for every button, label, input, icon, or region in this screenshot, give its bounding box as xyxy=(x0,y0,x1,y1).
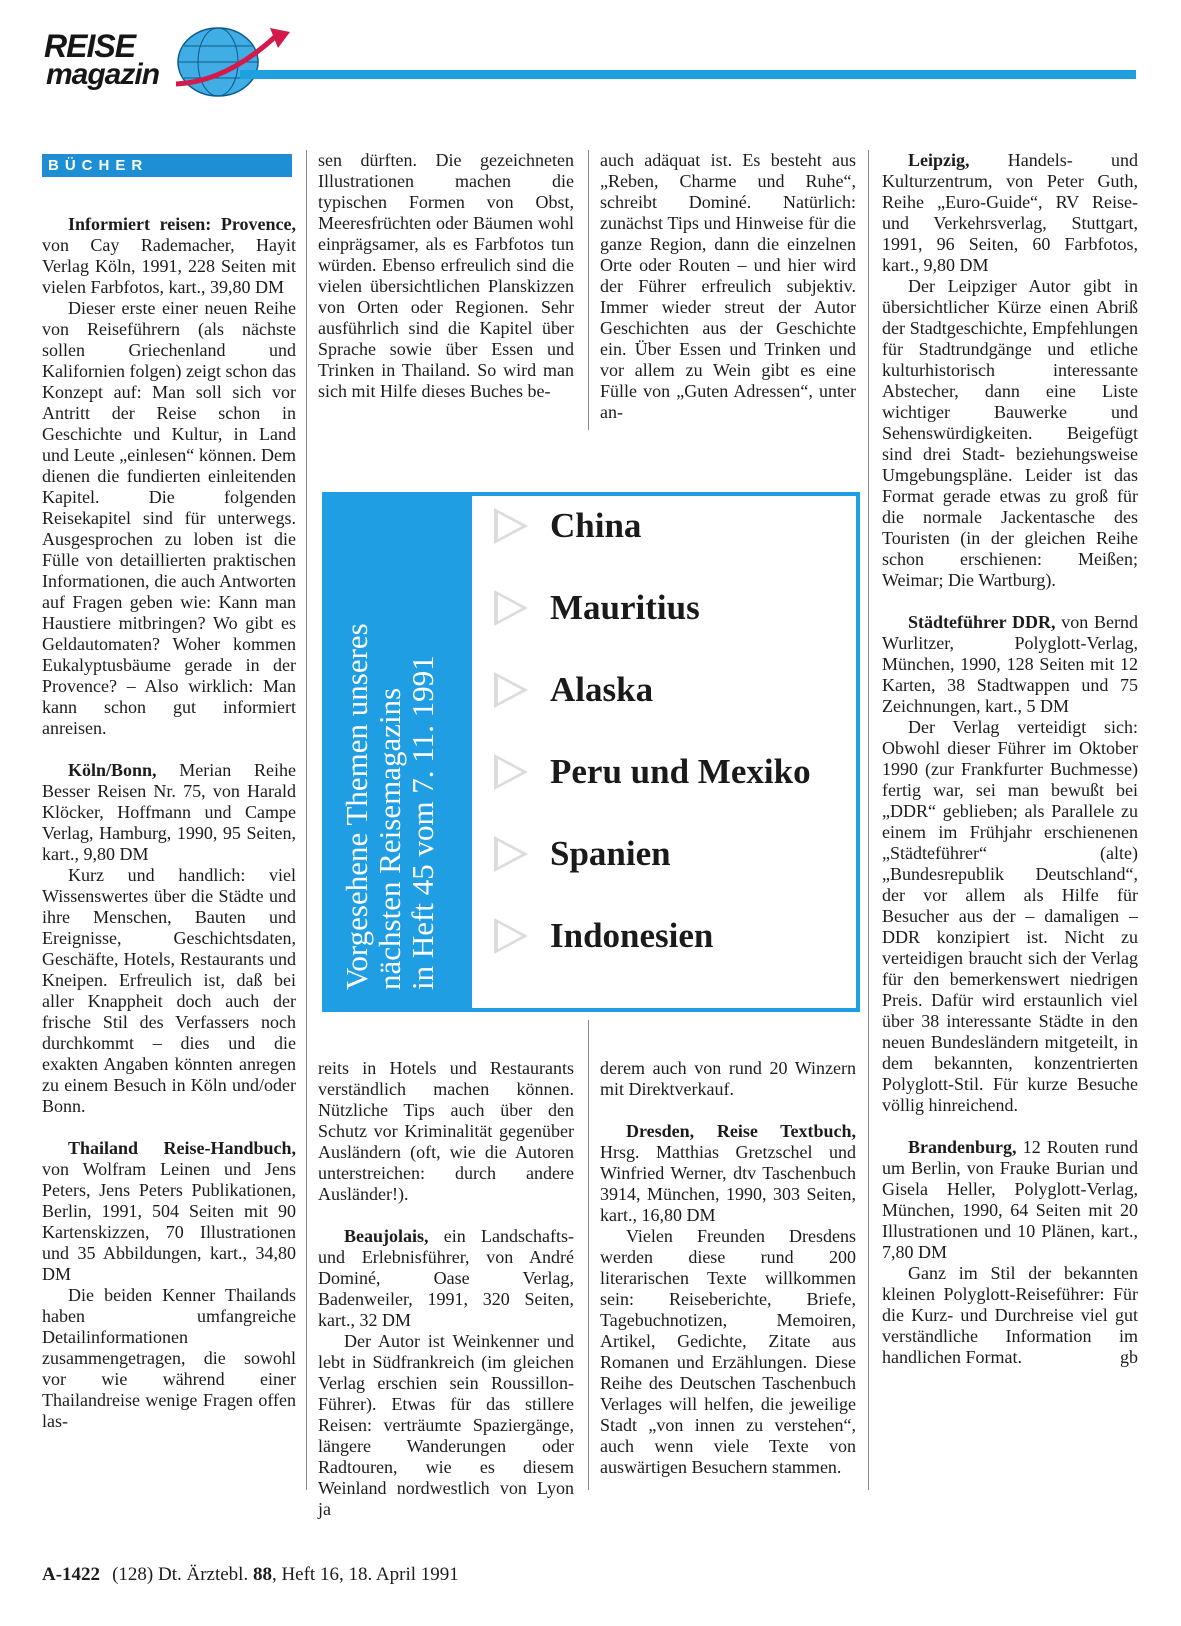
book-title: Thailand Reise-Handbuch, xyxy=(68,1138,296,1158)
book-title: Informiert reisen: Provence, xyxy=(68,214,296,234)
preview-heading-line: in Heft 45 vom 7. 11. 1991 xyxy=(405,655,440,990)
citation-prefix: (128) Dt. Ärztebl. xyxy=(112,1564,253,1585)
book-entry-staedtefuehrer-ddr xyxy=(882,612,1138,717)
book-review-continued: derem auch von rund 20 Winzern mit Direktverkauf. xyxy=(600,1058,856,1099)
section-tag: BÜCHER xyxy=(42,154,292,177)
topic-name: Spanien xyxy=(550,834,671,873)
book-entry-brandenburg xyxy=(882,1137,1138,1263)
volume-number: 88 xyxy=(252,1564,272,1585)
play-arrow-icon xyxy=(494,836,528,872)
book-title: Leipzig, xyxy=(908,150,970,170)
column-3-bottom xyxy=(600,1058,856,1478)
book-title: Dresden, Reise Textbuch, xyxy=(626,1121,856,1141)
book-meta: von Cay Rademacher, Hayit Verlag Köln, 1991, 228 Seiten mit vielen Farbfotos, kart., 39,80 DM xyxy=(42,235,296,297)
play-arrow-icon xyxy=(494,918,528,954)
book-meta: ein Landschafts- und Erlebnisführer, von André Dominé, Oase Verlag, Badenweiler, 1991, 320 Seiten, kart., 32 DM xyxy=(318,1226,574,1330)
globe-icon xyxy=(166,22,306,102)
topic-item xyxy=(494,824,671,884)
book-entry-beaujolais xyxy=(318,1226,574,1331)
column-divider xyxy=(588,150,589,430)
play-arrow-icon xyxy=(494,590,528,626)
topic-name: Mauritius xyxy=(550,588,700,627)
citation-suffix: , Heft 16, 18. April 1991 xyxy=(271,1564,459,1585)
book-review: Die beiden Kenner Thailands haben umfangreiche Detailinformationen zusammengetragen, die sowohl vor wie während einer Thailandreise wenige Fragen offen las- xyxy=(42,1285,296,1431)
column-2-bottom xyxy=(318,1058,574,1520)
topic-name: Indonesien xyxy=(550,916,714,955)
topic-item xyxy=(494,906,713,966)
column-2-top xyxy=(318,150,574,402)
preview-heading-text xyxy=(340,510,439,990)
book-review: Der Autor ist Weinkenner und lebt in Südfrankreich (im gleichen Verlag erschien sein Roussillon-Führer). Etwas für das stillere Reisen: verträumte Spaziergänge, längere Wanderungen oder Radtouren, wie es diesem Weinland nordwestlich von Lyon ja xyxy=(318,1331,574,1519)
book-review-continued: sen dürften. Die gezeichneten Illustrationen machen die typischen Formen von Obst, Meeresfrüchten oder Bäumen wohl einprägsamer, als es Farbfotos tun würden. Ebenso erfreulich sind die vielen übersichtlichen Planskizzen von Orten oder Regionen. Sehr ausführlich sind die Kapitel über Sprache sowie über Essen und Trinken in Thailand. So wird man sich mit Hilfe dieses Buches be- xyxy=(318,150,574,401)
book-review: Vielen Freunden Dresdens werden diese rund 200 literarischen Texte willkommen sein: Reiseberichte, Briefe, Tagebuchnotizen, Memoiren, Artikel, Gedichte, Zitate aus Romanen und Erzählungen. Diese Reihe des Deutschen Taschenbuch Verlages will helfen, die jeweilige Stadt „von innen zu verstehen“, auch wenn viele Texte von auswärtigen Besuchern stammen. xyxy=(600,1226,856,1477)
preview-heading-line: nächsten Reisemagazins xyxy=(372,687,407,990)
book-review-continued: reits in Hotels und Restaurants verständlich machen können. Nützliche Tips auch über den Schutz vor Kriminalität gegenüber Ausländern (oft, wie die Autoren unterstreichen: durch andere Ausländer!). xyxy=(318,1058,574,1204)
book-review-text: Ganz im Stil der bekannten kleinen Polyglott-Reiseführer: Für die Kurz- und Durchreise viel gut verständliche Information im handlichen Format. xyxy=(882,1263,1138,1367)
book-entry-dresden xyxy=(600,1121,856,1226)
book-title: Städteführer DDR, xyxy=(908,612,1056,632)
topic-item xyxy=(494,496,641,556)
preview-heading xyxy=(322,492,472,1012)
page-footer xyxy=(42,1564,459,1586)
topic-item xyxy=(494,660,653,720)
column-4 xyxy=(882,150,1138,1368)
play-arrow-icon xyxy=(494,754,528,790)
book-review-continued: auch adäquat ist. Es besteht aus „Reben, Charme und Ruhe“, schreibt Dominé. Natürlich: zunächst Tips und Hinweise für die ganze Region, dann die einzelnen Orte oder Routen – und hier wird der Führer erfreulich subjektiv. Immer wieder streut der Autor Geschichten aus der Geschichte ein. Über Essen und Trinken und vor allem zu Wein gibt es eine Fülle von „Guten Adressen“, unter an- xyxy=(600,150,856,422)
column-divider xyxy=(588,1020,589,1490)
author-signature: gb xyxy=(1120,1347,1138,1367)
book-title: Brandenburg, xyxy=(908,1137,1017,1157)
logo-magazin-text: magazin xyxy=(46,58,160,91)
book-meta: von Bernd Wurlitzer, Polyglott-Verlag, München, 1990, 128 Seiten mit 12 Karten, 38 Stadtwappen und 75 Zeichnungen, kart., 5 DM xyxy=(882,612,1138,716)
preview-topic-list xyxy=(472,496,856,1008)
book-meta: Merian Reihe Besser Reisen Nr. 75, von Harald Klöcker, Hoffmann und Campe Verlag, Hamburg, 1990, 95 Seiten, kart., 9,80 DM xyxy=(42,760,296,864)
topic-name: China xyxy=(550,506,642,545)
book-meta: 12 Routen rund um Berlin, von Frauke Burian und Gisela Heller, Polyglott-Verlag, München, 1990, 64 Seiten mit 20 Illustrationen und 10 Plänen, kart., 7,80 DM xyxy=(882,1137,1138,1262)
book-review xyxy=(882,1263,1138,1368)
book-review: Der Verlag verteidigt sich: Obwohl dieser Führer im Oktober 1990 (zur Frankfurter Buchmesse) fertig war, sei man bewußt bei „DDR“ geblieben; als Parallele zu einem im Frühjahr erschienenen „Städteführer“ (alte) „Bundesrepublik Deutschland“, der vor allem als Hilfe für Besucher aus der – damaligen – DDR konzipiert ist. Nicht zu verteidigen braucht sich der Verlag für den bemerkenswert niedrigen Preis. Dafür wird erstaunlich viel über 38 interessante Städte in den neuen Bundesländern mitgeteilt, in dem bekannten, konzentrierten Polyglott-Stil. Für kurze Besuche völlig hinreichend. xyxy=(882,717,1138,1115)
book-meta: Handels- und Kulturzentrum, von Peter Guth, Reihe „Euro-Guide“, RV Reise- und Verkehrsverlag, Stuttgart, 1991, 96 Seiten, 60 Farbfotos, kart., 9,80 DM xyxy=(882,150,1138,275)
topic-name: Peru und Mexiko xyxy=(550,752,811,791)
book-entry-provence xyxy=(42,214,296,298)
preview-heading-line: Vorgesehene Themen unseres xyxy=(339,623,374,990)
book-meta: von Wolfram Leinen und Jens Peters, Jens Peters Publikationen, Berlin, 1991, 504 Seiten mit 90 Kartenskizzen, 70 Illustrationen und 35 Abbildungen, kart., 34,80 DM xyxy=(42,1159,296,1284)
book-review: Der Leipziger Autor gibt in übersichtlicher Kürze einen Abriß der Stadtgeschichte, Empfehlungen für Stadtrundgänge und etliche kulturhistorisch interessante Abstecher, dann eine Liste wichtiger Bauwerke und Sehenswürdigkeiten. Beigefügt sind drei Stadt- beziehungsweise Umgebungspläne. Leider ist das Format gerade etwas zu groß für die normale Jackentasche des Touristen (in der gleichen Reihe schon erschienen: Meißen; Weimar; Die Wartburg). xyxy=(882,276,1138,590)
column-divider xyxy=(306,150,307,1490)
book-review: Dieser erste einer neuen Reihe von Reiseführern (als nächste sollen Griechenland und Kalifornien folgen) zeigt schon das Konzept auf: Man soll sich vor Antritt der Reise schon in Geschichte und Kultur, in Land und Leute „einlesen“ können. Dem dienen die fundierten einleitenden Kapitel. Die folgenden Reisekapitel sind für unterwegs. Ausgesprochen zu loben ist die Fülle von detaillierten praktischen Informationen, die auch Antworten auf Fragen geben wie: Kann man Haustiere mitbringen? Wo gibt es Geldautomaten? Woher kommen Eukalyptusbäume gerade in der Provence? – Also wirklich: Man kann schon gut informiert anreisen. xyxy=(42,298,296,738)
book-title: Beaujolais, xyxy=(344,1226,429,1246)
page-number: A-1422 xyxy=(42,1564,101,1585)
column-3-top xyxy=(600,150,856,423)
topic-name: Alaska xyxy=(550,670,654,709)
book-title: Köln/Bonn, xyxy=(68,760,157,780)
reise-magazin-logo xyxy=(44,22,274,102)
play-arrow-icon xyxy=(494,508,528,544)
topic-item xyxy=(494,578,700,638)
book-entry-koeln-bonn xyxy=(42,760,296,865)
book-entry-thailand xyxy=(42,1138,296,1285)
logo-reise-text: REISE xyxy=(44,28,136,64)
book-entry-leipzig xyxy=(882,150,1138,276)
column-divider xyxy=(868,150,869,1490)
book-meta: Hrsg. Matthias Gretzschel und Winfried Werner, dtv Taschenbuch 3914, München, 1990, 303 Seiten, kart., 16,80 DM xyxy=(600,1142,856,1225)
column-1 xyxy=(42,214,296,1432)
next-issue-preview-box xyxy=(322,492,860,1012)
topic-item xyxy=(494,742,811,802)
book-review: Kurz und handlich: viel Wissenswertes über die Städte und ihre Menschen, Bauten und Ereignisse, Geschichtsdaten, Geschäfte, Hotels, Restaurants und Kneipen. Erfreulich ist, daß bei aller Knappheit doch auch der frische Stil des Verfassers noch durchkommt – dies und die exakten Angaben könnten anregen zu einem Besuch in Köln und/oder Bonn. xyxy=(42,865,296,1116)
play-arrow-icon xyxy=(494,672,528,708)
header-rule xyxy=(240,70,1136,79)
